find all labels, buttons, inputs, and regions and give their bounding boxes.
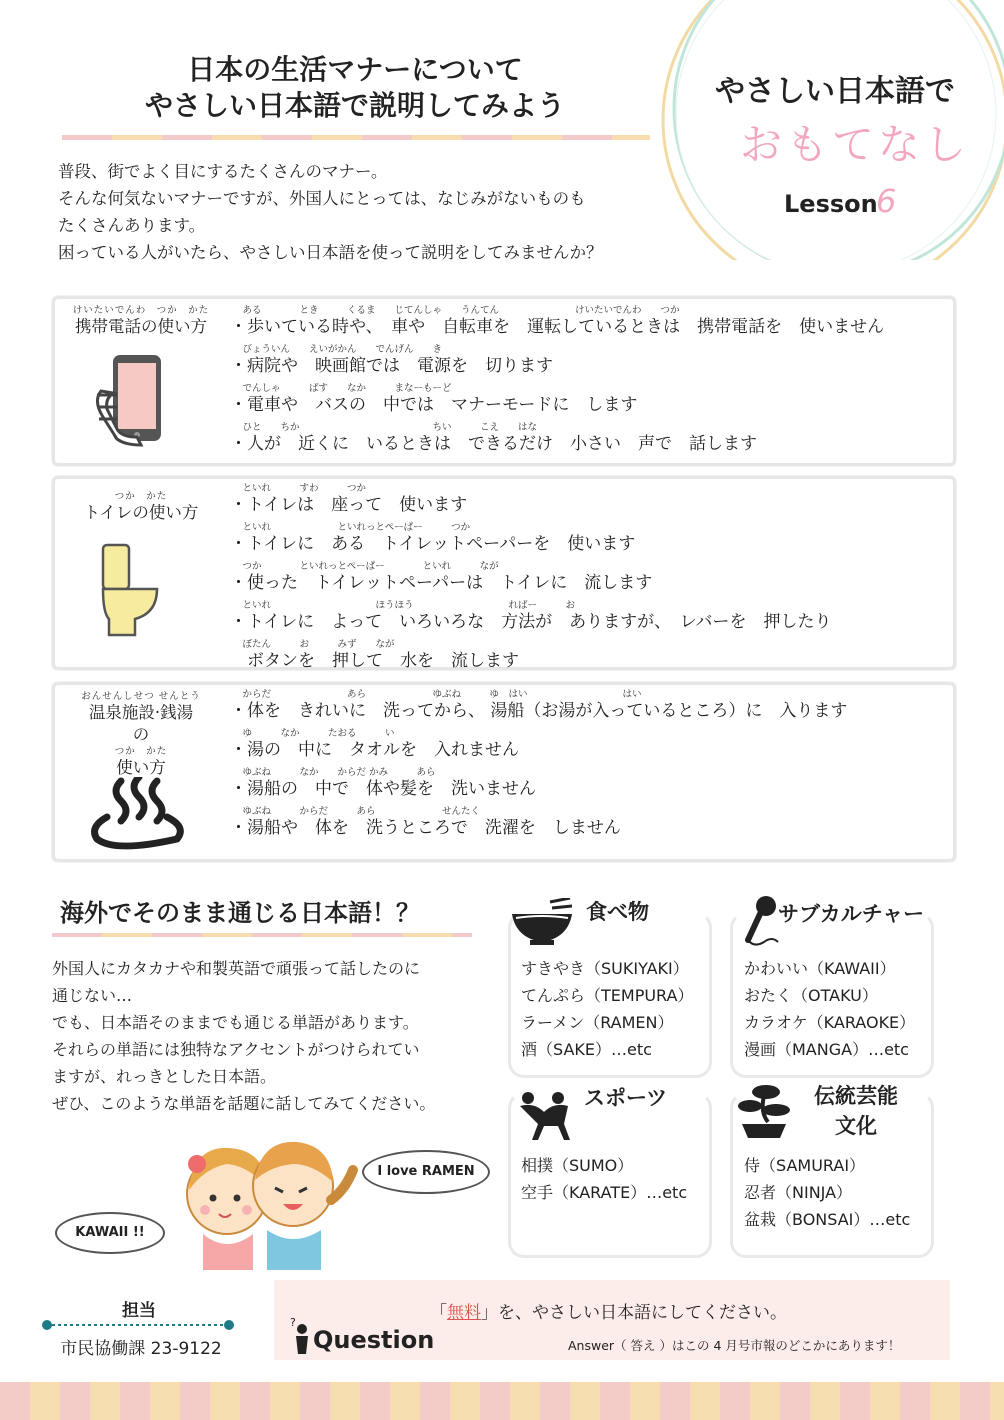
badge-omotenashi: おもてなし bbox=[740, 120, 971, 169]
contact-divider bbox=[40, 1318, 236, 1332]
toilet-rule-4: といれ ほうほう ればー お ・トイレに よって いろいろな 方法が ありますが、 レバーを 押したり bbox=[230, 600, 832, 632]
badge-title: やさしい日本語で bbox=[715, 74, 955, 109]
toilet-rule-2: といれ といれっとぺーぱー つか ・トイレに ある トイレットペーパーを 使います bbox=[230, 522, 636, 554]
speech-bubble-right: I love RAMEN bbox=[362, 1150, 490, 1194]
kids-illustration bbox=[175, 1130, 360, 1270]
card-food-title: 食べ物 bbox=[586, 896, 649, 926]
question-text: 「無料」を、やさしい日本語にしてください。 bbox=[430, 1303, 787, 1323]
card-food-list: すきやき（SUKIYAKI） てんぷら（TEMPURA） ラーメン（RAMEN） 酒（SAKE）…etc bbox=[521, 959, 694, 1059]
section-toilet-label: つか かた トイレの使い方 bbox=[83, 491, 199, 522]
contact-label: 担当 bbox=[122, 1301, 156, 1321]
question-label: Question bbox=[313, 1326, 435, 1354]
toilet-rule-5: ぼたん お みず なが ボタンを 押して 水を 流します bbox=[230, 639, 519, 671]
badge-lesson: Lesson bbox=[784, 190, 878, 218]
card-sports-title: スポーツ bbox=[584, 1082, 667, 1112]
bath-rule-2: ゆ なか たおる い ・湯の 中に タオルを 入れません bbox=[230, 728, 519, 760]
page-title: 日本の生活マナーについて やさしい日本語で説明してみよう bbox=[144, 53, 565, 122]
person-question-icon bbox=[288, 1316, 314, 1356]
toilet-rule-3: つか といれっとぺーぱー といれ なが ・使った トイレットペーパーは トイレに 流します bbox=[230, 561, 653, 593]
section-toilet bbox=[52, 476, 956, 670]
card-tradition-list: 侍（SAMURAI） 忍者（NINJA） 盆栽（BONSAI）…etc bbox=[744, 1156, 911, 1229]
badge-lesson-number: 6 bbox=[876, 182, 897, 220]
phone-rule-3: でんしゃ ばす なか まなーもーど ・電車や バスの 中では マナーモードに します bbox=[230, 383, 638, 415]
phone-rule-2: びょういん えいがかん でんげん き ・病院や 映画館では 電源を 切ります bbox=[230, 344, 553, 376]
words-heading: 海外でそのまま通じる日本語！？ bbox=[60, 899, 420, 927]
question-keyword: 無料 bbox=[447, 1303, 481, 1323]
answer-note: Answer（ 答え ）はこの 4 月号市報のどこかにあります！ bbox=[568, 1338, 901, 1353]
words-heading-underline bbox=[52, 933, 472, 937]
smartphone-icon bbox=[91, 351, 183, 447]
phone-rule-1: ある とき くるま じてんしゃ うんてん けいたいでんわ つか ・歩いている時や、 車や 自転車を 運転しているときは 携帯電話を 使いません bbox=[230, 305, 885, 337]
section-phone bbox=[52, 296, 956, 466]
title-underline bbox=[62, 135, 650, 140]
microphone-icon bbox=[740, 894, 780, 950]
card-subculture-title: サブカルチャー bbox=[778, 898, 924, 928]
contact-department: 市民協働課 23-9122 bbox=[60, 1339, 222, 1359]
phone-rule-4: ひと ちか ちい こえ はな ・人が 近くに いるときは できるだけ 小さい 声で 話します bbox=[230, 422, 757, 454]
toilet-rule-1: といれ すわ つか ・トイレは 座って 使います bbox=[230, 483, 468, 515]
footer-stripe bbox=[0, 1382, 1004, 1420]
card-sports-list: 相撲（SUMO） 空手（KARATE）…etc bbox=[521, 1156, 688, 1202]
bath-rule-4: ゆぶね からだ あら せんたく ・湯船や 体を 洗うところで 洗濯を しません bbox=[230, 806, 621, 838]
section-bath bbox=[52, 682, 956, 862]
bath-rule-1: からだ あら ゆぶね ゆ はい はい ・体を きれいに 洗ってから、 湯船（お湯が入っているところ）に 入ります bbox=[230, 689, 848, 721]
section-phone-label: けいたいでんわ つか かた 携帯電話の使い方 bbox=[72, 305, 210, 336]
rice-bowl-icon bbox=[510, 898, 574, 946]
svg-text:?: ? bbox=[290, 1316, 296, 1329]
toilet-icon bbox=[99, 541, 161, 639]
card-subculture-list: かわいい（KAWAII） おたく（OTAKU） カラオケ（KARAOKE） 漫画（MANGA）…etc bbox=[744, 959, 916, 1059]
hot-spring-icon bbox=[87, 777, 187, 853]
card-tradition-title: 伝統芸能 文化 bbox=[808, 1080, 904, 1140]
bath-rule-3: ゆぶね なか からだ かみ あら ・湯船の 中で 体や髪を 洗いません bbox=[230, 767, 536, 799]
words-body: 外国人にカタカナや和製英語で頑張って話したのに 通じない… でも、日本語そのままでも通じる単語があります。 それらの単語には独特なアクセントがつけられてい ますが、れっきとした日本語。 ぜひ、このような単語を話題に話してみてください。 bbox=[52, 959, 436, 1113]
sumo-icon bbox=[512, 1090, 574, 1142]
intro-text: 普段、街でよく目にするたくさんのマナー。 そんな何気ないマナーですが、外国人にとっては、なじみがないものも たくさんあります。 困っている人がいたら、やさしい日本語を使って説明をしてみませんか？ bbox=[58, 162, 603, 262]
section-bath-label: おんせんしせつ せんとう 温泉施設·銭湯 の つか かた 使い方 bbox=[81, 691, 201, 777]
bonsai-icon bbox=[736, 1082, 792, 1142]
speech-bubble-left: KAWAII !! bbox=[55, 1212, 165, 1254]
